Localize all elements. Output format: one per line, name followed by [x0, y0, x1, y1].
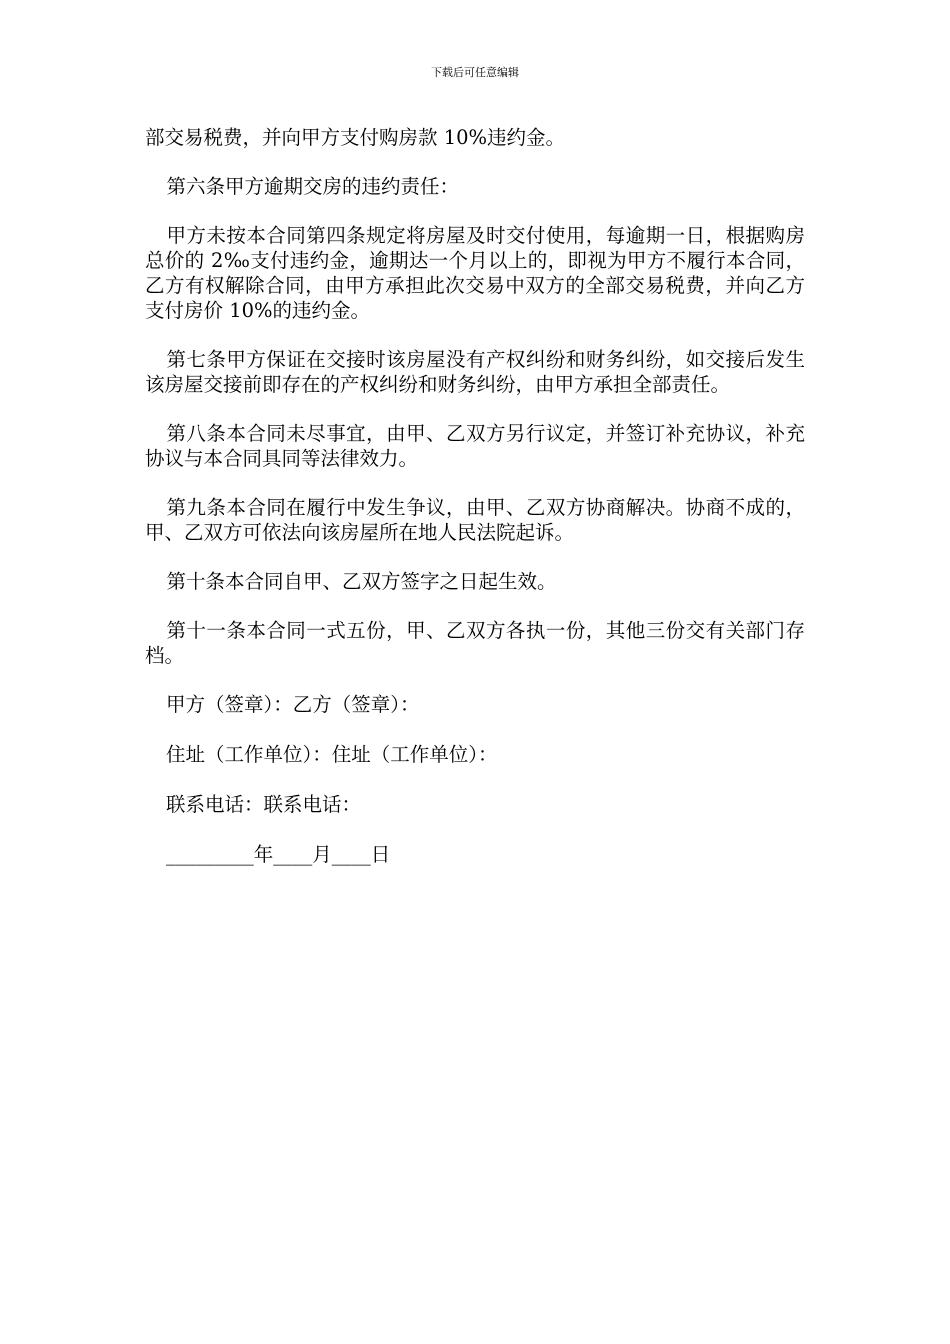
clause-11: 第十一条本合同一式五份，甲、乙双方各执一份，其他三份交有关部门存档。: [145, 619, 805, 667]
contract-body: [145, 125, 805, 892]
paragraph-continuation: 部交易税费，并向甲方支付购房款 10%违约金。: [145, 126, 566, 149]
clause-6-heading: 第六条甲方逾期交房的违约责任：: [166, 175, 459, 198]
clause-7: 第七条甲方保证在交接时该房屋没有产权纠纷和财务纠纷，如交接后发生该房屋交接前即存在的产权纠纷和财务纠纷，由甲方承担全部责任。: [145, 348, 805, 396]
clause-6-body: 甲方未按本合同第四条规定将房屋及时交付使用，每逾期一日，根据购房总价的 2‰支付违约金，逾期达一个月以上的，即视为甲方不履行本合同，乙方有权解除合同，由甲方承担此次交易中双方的全部交易税费，并向乙方支付房价 10%的违约金。: [145, 224, 805, 322]
clause-8: 第八条本合同未尽事宜，由甲、乙双方另行议定，并签订补充协议，补充协议与本合同具同等法律效力。: [145, 422, 805, 470]
header-note: 下载后可任意编辑: [431, 66, 519, 79]
signature-address: 住址（工作单位）：住址（工作单位）：: [166, 743, 498, 766]
clause-10: 第十条本合同自甲、乙双方签字之日起生效。: [166, 570, 557, 593]
clause-9: 第九条本合同在履行中发生争议，由甲、乙双方协商解决。协商不成的，甲、乙双方可依法向该房屋所在地人民法院起诉。: [145, 496, 805, 544]
signature-phone: 联系电话：联系电话：: [166, 793, 362, 816]
signature-parties: 甲方（签章）：乙方（签章）：: [166, 693, 420, 716]
signature-date: _________年____月____日: [166, 843, 391, 866]
